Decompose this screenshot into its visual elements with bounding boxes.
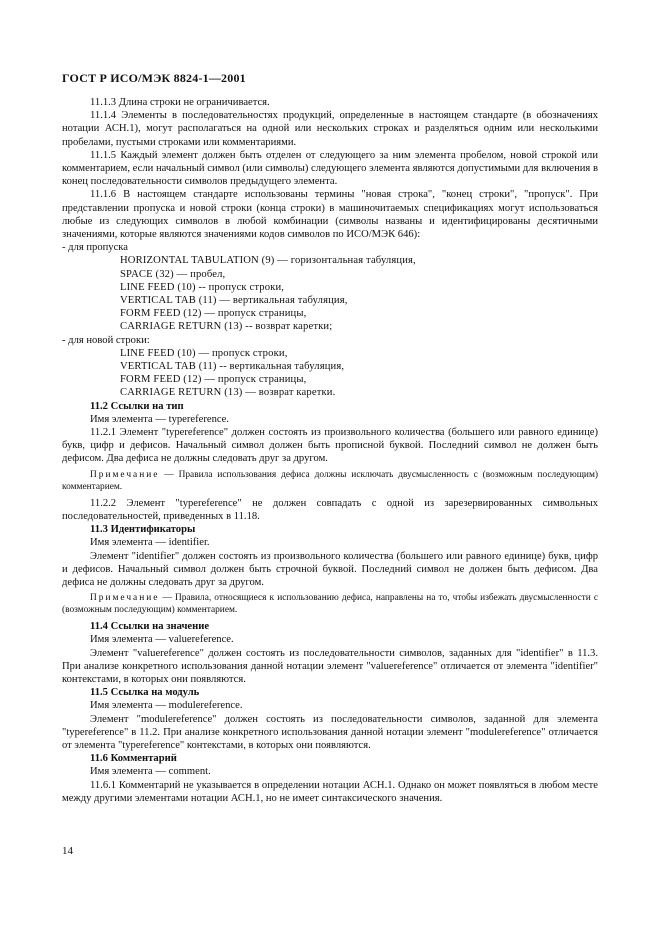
document-header: ГОСТ Р ИСО/МЭК 8824-1—2001 (62, 71, 246, 85)
paragraph-11-2-2: 11.2.2 Элемент "typereference" не должен совпадать с одной из зарезервированных символьных последовательностей, приведенных в 11.18. (62, 497, 598, 522)
note-label: Примечание (90, 469, 160, 480)
newline-list-item: CARRIAGE RETURN (13) — возврат каретки. (120, 387, 336, 399)
section-heading-11-5: 11.5 Ссылка на модуль (90, 687, 200, 699)
gap-list-item: CARRIAGE RETURN (13) -- возврат каретки; (120, 321, 333, 333)
section-heading-11-4: 11.4 Ссылки на значение (90, 621, 210, 633)
section-heading-11-6: 11.6 Комментарий (90, 753, 177, 765)
element-name-valuereference: Имя элемента — valuereference. (90, 634, 234, 646)
paragraph-11-6-1: 11.6.1 Комментарий не указывается в определении нотации АСН.1. Однако он может появляться в любом месте между другими элементами нотации АСН.1, но не имеет синтаксического значения. (62, 779, 598, 804)
newline-list-label: - для новой строки: (62, 334, 150, 346)
paragraph-11-5: Элемент "modulereference" должен состоять из последовательности символов, заданной для элемента "typereference" в 11.2. При анализе конкретного использования данной нотации элемент "modulereference" отличается от элемента "typereference" контекстами, в которых они появляются. (62, 713, 598, 751)
gap-list-item: HORIZONTAL TABULATION (9) — горизонтальная табуляция, (120, 255, 416, 267)
section-heading-11-3: 11.3 Идентификаторы (90, 524, 196, 536)
newline-list-item: VERTICAL TAB (11) -- вертикальная табуляция, (120, 361, 345, 373)
paragraph-11-3: Элемент "identifier" должен состоять из произвольного количества (большего или равного единице) букв, цифр и дефисов. Начальный символ должен быть строчной буквой. Последний символ не должен быть дефисом. Два дефиса не должны следовать друг за другом. (62, 550, 598, 588)
note-label: Примечание (90, 593, 160, 604)
note-text: — Правила, относящиеся к использованию дефиса, направлены на то, чтобы избежать двусмысленности с (возможным последующим) комментарием. (62, 593, 598, 616)
paragraph-11-2-1: 11.2.1 Элемент "typereference" должен состоять из произвольного количества (большего или равного единице) букв, цифр и дефисов. Начальный символ должен быть прописной буквой. Последний символ не должен быть дефисом. Два дефиса не должны следовать друг за другом. (62, 427, 598, 465)
section-heading-11-2: 11.2 Ссылки на тип (90, 400, 184, 412)
gap-list-label: - для пропуска (62, 242, 128, 254)
paragraph-11-4: Элемент "valuereference" должен состоять из последовательности символов, заданных для "identifier" в 11.3. При анализе конкретного использования данной нотации элемент "valuereference" отличается от элемента "identifier" контекстами, в которых они появляются. (62, 647, 598, 685)
element-name-identifier: Имя элемента — identifier. (90, 537, 210, 549)
gap-list-item: SPACE (32) — пробел, (120, 268, 226, 280)
paragraph-11-1-4: 11.1.4 Элементы в последовательностях продукций, определенные в настоящем стандарте (в обозначениях нотации АСН.1), могут располагаться на одной или нескольких строках и разделяться одним или несколькими пробелами, пустыми строками или комментариями. (62, 110, 598, 148)
page-content (62, 96, 598, 805)
newline-list-item: LINE FEED (10) — пропуск строки, (120, 347, 288, 359)
note-11-2 (62, 469, 598, 493)
paragraph-11-1-3: 11.1.3 Длина строки не ограничивается. (90, 97, 270, 108)
paragraph-11-1-5: 11.1.5 Каждый элемент должен быть отделен от следующего за ним элемента пробелом, новой строкой или комментарием, если начальный символ (или символы) следующего элемента являются допустимыми для включения в конец последовательности символов предыдущего элемента. (62, 149, 598, 188)
note-11-3 (62, 592, 598, 616)
paragraph-11-1-6: 11.1.6 В настоящем стандарте использованы термины "новая строка", "конец строки", "пропуск". При представлении пропуска и новой строки (конца строки) в машиночитаемых спецификациях могут использоваться любые из следующих символов в любой комбинации (символы названы и идентифицированы десятичными значениями, которые являются значениями кодов символов по ИСО/МЭК 646): (62, 189, 598, 241)
gap-list-item: FORM FEED (12) — пропуск страницы, (120, 308, 307, 320)
note-text: — Правила использования дефиса должны исключать двусмысленность с (возможным последующим) комментарием. (62, 469, 598, 492)
newline-list-item: FORM FEED (12) — пропуск страницы, (120, 374, 307, 386)
element-name-comment: Имя элемента — comment. (90, 766, 211, 778)
element-name-typereference: Имя элемента — typereference. (90, 413, 229, 425)
gap-list-item: LINE FEED (10) -- пропуск строки, (120, 281, 285, 293)
gap-list-item: VERTICAL TAB (11) — вертикальная табуляция, (120, 295, 348, 307)
page-number: 14 (62, 845, 73, 857)
element-name-modulereference: Имя элемента — modulereference. (90, 700, 243, 712)
